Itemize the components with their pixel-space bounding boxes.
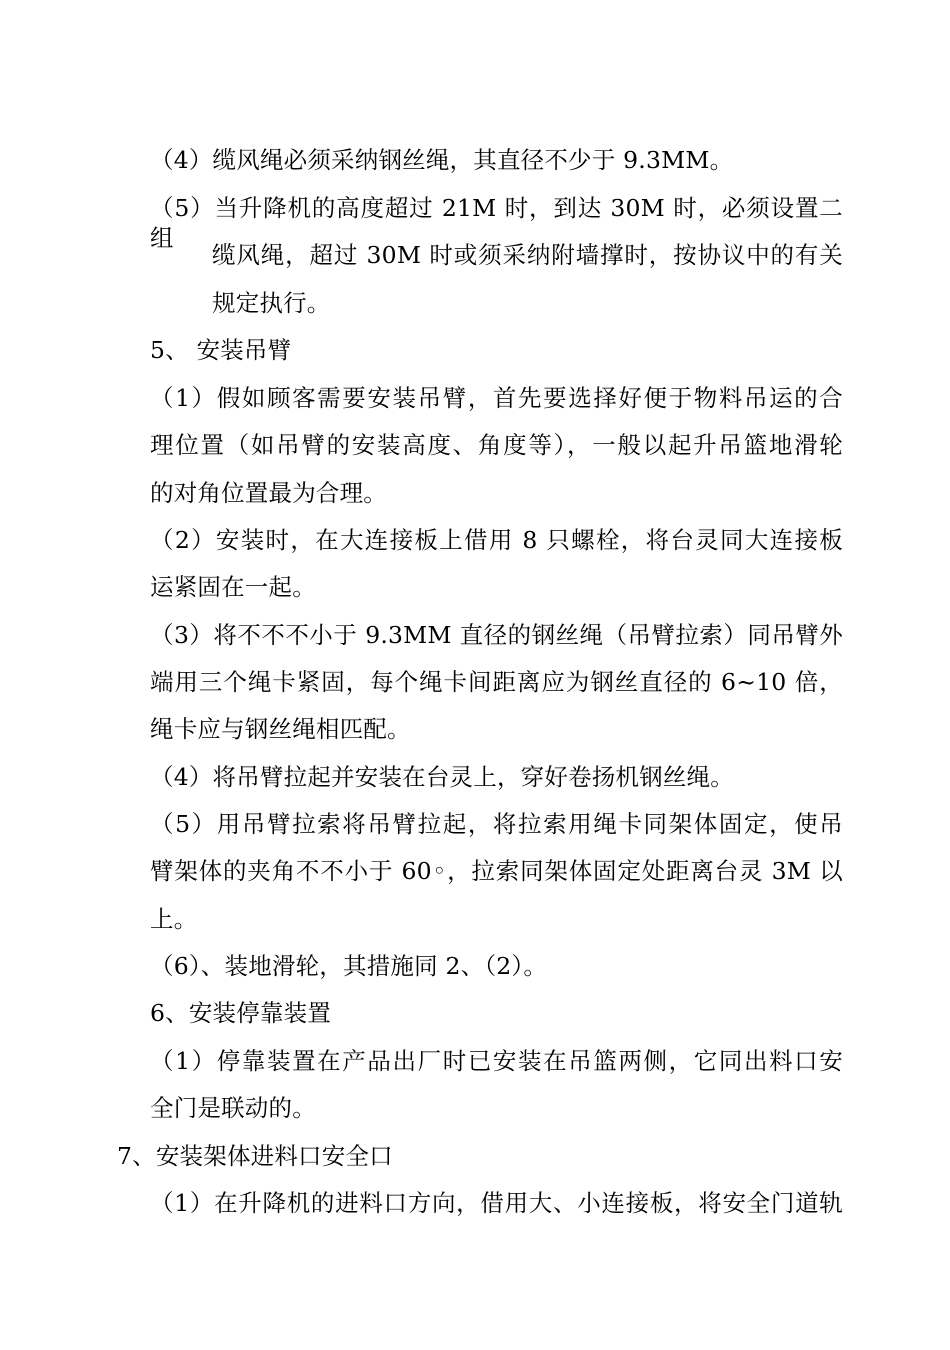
- text-line: （1）停靠装置在产品出厂时已安装在吊篮两侧，它同出料口安: [150, 1047, 843, 1075]
- text-line: （6）、装地滑轮，其措施同 2、（2）。: [150, 952, 548, 980]
- text-line: 理位置（如吊臂的安装高度、角度等），一般以起升吊篮地滑轮: [150, 431, 843, 459]
- text-line: （3）将不不不小于 9.3MM 直径的钢丝绳（吊臂拉索）同吊臂外: [150, 621, 843, 649]
- text-line: 端用三个绳卡紧固，每个绳卡间距离应为钢丝直径的 6~10 倍，: [150, 668, 843, 696]
- text-line: 的对角位置最为合理。: [150, 479, 387, 507]
- section-heading: 7、安装架体进料口安全口: [117, 1142, 393, 1170]
- text-line: （5）用吊臂拉索将吊臂拉起，将拉索用绳卡同架体固定，使吊: [150, 810, 843, 838]
- section-heading: 6、安装停靠装置: [150, 999, 332, 1027]
- text-line: （2）安装时，在大连接板上借用 8 只螺栓，将台灵同大连接板: [150, 526, 843, 554]
- text-line: 上。: [150, 905, 198, 933]
- text-line: 缆风绳，超过 30M 时或须采纳附墙撑时，按协议中的有关: [212, 241, 843, 269]
- text-line: （4）将吊臂拉起并安装在台灵上，穿好卷扬机钢丝绳。: [150, 763, 734, 791]
- section-heading: 5、 安装吊臂: [150, 336, 292, 364]
- text-line: （4）缆风绳必须采纳钢丝绳，其直径不少于 9.3MM。: [150, 146, 734, 174]
- text-line: （1）在升降机的进料口方向，借用大、小连接板，将安全门道轨: [150, 1189, 843, 1217]
- text-line: 运紧固在一起。: [150, 573, 316, 601]
- text-line: 全门是联动的。: [150, 1094, 316, 1122]
- text-line: 臂架体的夹角不不小于 60◦，拉索同架体固定处距离台灵 3M 以: [150, 857, 843, 885]
- text-line: 规定执行。: [212, 289, 331, 317]
- text-line: （5）当升降机的高度超过 21M 时，到达 30M 时，必须设置二组: [150, 194, 843, 252]
- text-line: （1）假如顾客需要安装吊臂，首先要选择好便于物料吊运的合: [150, 384, 843, 412]
- text-line: 绳卡应与钢丝绳相匹配。: [150, 715, 411, 743]
